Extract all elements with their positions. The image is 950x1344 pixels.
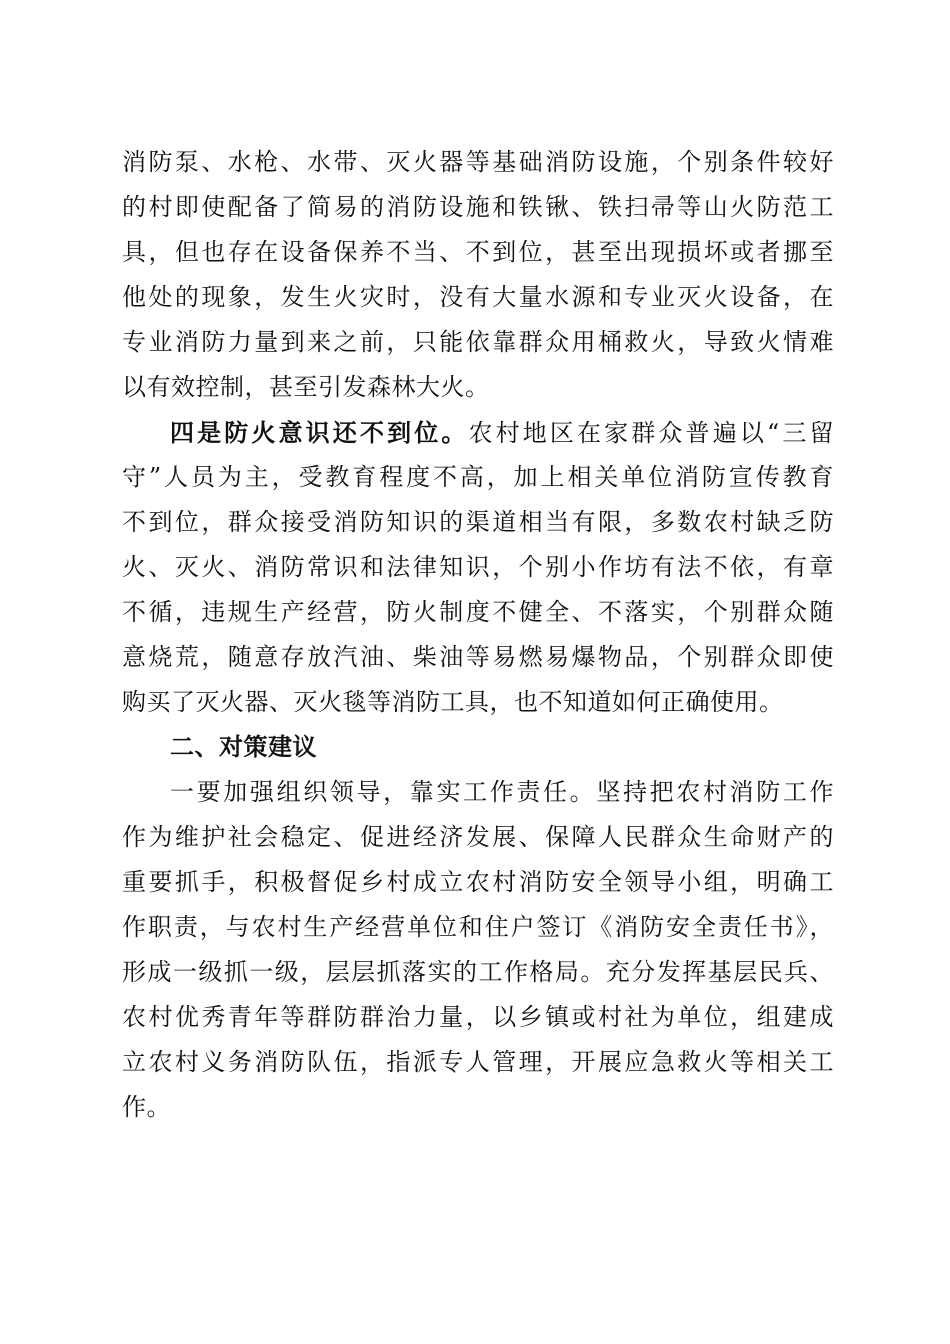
- paragraph-awareness: [122, 410, 834, 725]
- paragraph-organization: [122, 770, 834, 1130]
- text-line: 不循，违规生产经营，防火制度不健全、不落实，个别群众随: [122, 598, 834, 626]
- text-line: 作。: [122, 1093, 171, 1121]
- text-line: 作职责，与农村生产经营单位和住户签订《消防安全责任书》，: [122, 913, 834, 941]
- text-line: 他处的现象，发生火灾时，没有大量水源和专业灭火设备，在: [122, 283, 834, 311]
- text-line: 重要抓手，积极督促乡村成立农村消防安全领导小组，明确工: [122, 868, 834, 896]
- text-span: 农村地区在家群众普遍以“三留: [468, 419, 834, 447]
- text-line: 农村优秀青年等群防群治力量，以乡镇或村社为单位，组建成: [122, 1003, 834, 1031]
- text-line: 的村即使配备了简易的消防设施和铁锹、铁扫帚等山火防范工: [122, 193, 834, 221]
- text-line: 立农村义务消防队伍，指派专人管理，开展应急救火等相关工: [122, 1048, 834, 1076]
- text-line: 消防泵、水枪、水带、灭火器等基础消防设施，个别条件较好: [122, 148, 834, 176]
- text-line: 火、灭火、消防常识和法律知识，个别小作坊有法不依，有章: [122, 553, 834, 581]
- paragraph-first-line: [122, 410, 834, 455]
- paragraph-lead-heading: 四是防火意识还不到位。: [170, 418, 469, 447]
- text-line: 意烧荒，随意存放汽油、柴油等易燃易爆物品，个别群众即使: [122, 643, 834, 671]
- text-line: 具，但也存在设备保养不当、不到位，甚至出现损坏或者挪至: [122, 238, 834, 266]
- text-line: 作为维护社会稳定、促进经济发展、保障人民群众生命财产的: [122, 823, 834, 851]
- text-line: 形成一级抓一级，层层抓落实的工作格局。充分发挥基层民兵、: [122, 958, 834, 986]
- section-heading: 二、对策建议: [170, 733, 317, 761]
- document-body: [122, 140, 834, 1130]
- text-line: 购买了灭火器、灭火毯等消防工具，也不知道如何正确使用。: [122, 688, 784, 716]
- text-line: 守”人员为主，受教育程度不高，加上相关单位消防宣传教育: [122, 463, 834, 491]
- paragraph-facilities: [122, 140, 834, 410]
- text-line: 以有效控制，甚至引发森林大火。: [122, 373, 490, 401]
- paragraph-first-line: 一要加强组织领导，靠实工作责任。坚持把农村消防工作: [170, 778, 834, 806]
- text-line: 专业消防力量到来之前，只能依靠群众用桶救火，导致火情难: [122, 328, 834, 356]
- text-line: 不到位，群众接受消防知识的渠道相当有限，多数农村缺乏防: [122, 508, 834, 536]
